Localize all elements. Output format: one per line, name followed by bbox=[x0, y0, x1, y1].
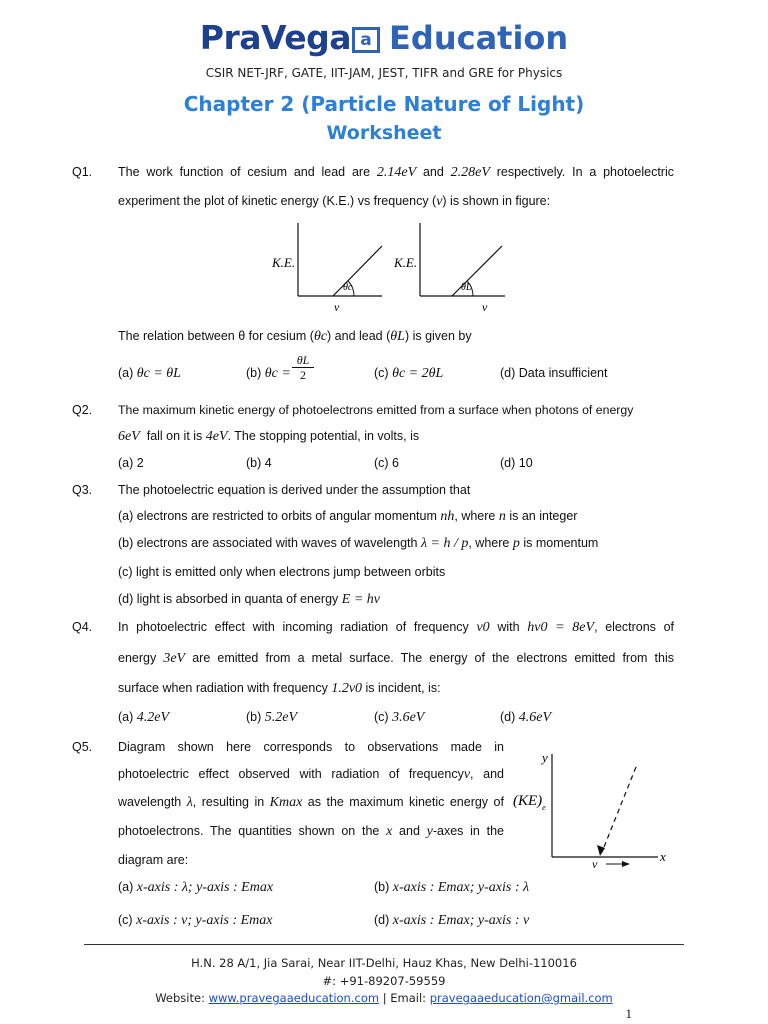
q5-option-a-label: (a) bbox=[118, 880, 134, 894]
q5-y: y bbox=[426, 824, 433, 839]
q1-theta-l: θL bbox=[390, 329, 405, 344]
q5-v: v bbox=[463, 767, 471, 782]
q5-option-c-value: x-axis : v; y-axis : Emax bbox=[136, 913, 273, 928]
q1-option-b-denominator: 2 bbox=[300, 368, 306, 382]
q5-option-d-label: (d) bbox=[374, 913, 390, 927]
brand-education: Education bbox=[389, 19, 569, 57]
worksheet-title: Worksheet bbox=[326, 122, 442, 144]
q5-kmax: Kmax bbox=[269, 795, 303, 810]
q3-option-b-text: is momentum bbox=[523, 536, 599, 550]
footer-email-link[interactable]: pravegaaeducation@gmail.com bbox=[429, 991, 613, 1005]
q5-text: wavelength bbox=[118, 795, 182, 809]
q4-text: , electrons of bbox=[594, 620, 674, 634]
q1-text: ) is given by bbox=[404, 329, 472, 343]
q5-fig-v-label: v bbox=[592, 857, 598, 870]
q5-line2 bbox=[118, 766, 504, 783]
q2-line1: The maximum kinetic energy of photoelectrons emitted from a surface when photons of energy bbox=[118, 403, 634, 417]
q2-option-d[interactable]: (d) 10 bbox=[500, 456, 533, 470]
q1-relation bbox=[118, 328, 674, 345]
q3-option-a[interactable] bbox=[118, 508, 674, 525]
q4-option-a-label: (a) bbox=[118, 710, 134, 724]
q5-option-a-value: x-axis : λ; y-axis : Emax bbox=[136, 880, 274, 895]
q4-text: with bbox=[497, 620, 520, 634]
q4-text: In photoelectric effect with incoming radiation of frequency bbox=[118, 620, 469, 634]
footer-website-label: Website: bbox=[155, 991, 205, 1005]
q2-option-a[interactable]: (a) 2 bbox=[118, 456, 144, 470]
q1-text: ) and lead ( bbox=[327, 329, 391, 343]
tagline: CSIR NET-JRF, GATE, IIT-JAM, JEST, TIFR and GRE for Physics bbox=[205, 66, 563, 80]
q5-text: photoelectrons. The quantities shown on the bbox=[118, 824, 380, 838]
q5-option-a[interactable] bbox=[118, 880, 273, 896]
q2-photon-energy: 6eV bbox=[118, 429, 140, 444]
q1-fig-theta-c: θc bbox=[343, 282, 353, 293]
q5-x: x bbox=[386, 824, 393, 839]
q5-option-c[interactable] bbox=[118, 913, 273, 929]
q5-text: , resulting in bbox=[192, 795, 265, 809]
chapter-title: Chapter 2 (Particle Nature of Light) bbox=[183, 92, 585, 116]
q1-option-a-label: (a) bbox=[118, 366, 134, 380]
q5-line1: Diagram shown here corresponds to observations made in bbox=[118, 740, 504, 754]
q4-option-c[interactable] bbox=[374, 710, 424, 726]
footer-divider bbox=[84, 944, 684, 945]
q4-option-d[interactable] bbox=[500, 710, 551, 726]
q4-hv0: hv0 = 8eV bbox=[527, 620, 595, 635]
q5-fig-ke: (KE) bbox=[513, 793, 543, 809]
q1-option-c-value: θc = 2θL bbox=[392, 366, 444, 381]
brand-box-letter: a bbox=[352, 27, 380, 53]
q1-text: ) is shown in figure: bbox=[442, 194, 551, 208]
q3-option-a-nh: nh bbox=[440, 509, 455, 524]
q5-number: Q5. bbox=[72, 740, 93, 754]
q4-text: are emitted from a metal surface. The energy of the electrons emitted from this bbox=[192, 651, 675, 665]
q4-option-d-label: (d) bbox=[500, 710, 516, 724]
q2-option-c[interactable]: (c) 6 bbox=[374, 456, 399, 470]
q3-option-b[interactable] bbox=[118, 535, 674, 552]
q4-option-a-value: 4.2eV bbox=[136, 710, 170, 725]
q5-option-d-value: x-axis : Emax; y-axis : v bbox=[392, 913, 530, 928]
q5-option-b-value: x-axis : Emax; y-axis : λ bbox=[392, 880, 530, 895]
q4-line3 bbox=[118, 680, 674, 697]
q1-fig-ke-label-left: K.E. bbox=[272, 255, 296, 270]
q3-option-d-text: (d) light is absorbed in quanta of energy bbox=[118, 592, 339, 606]
q2-text: fall on it is bbox=[146, 429, 203, 443]
q3-option-d[interactable] bbox=[118, 591, 674, 608]
q1-nu: v bbox=[436, 194, 443, 209]
q5-fig-y-label: y bbox=[542, 750, 548, 765]
footer-phone: #: +91-89207-59559 bbox=[322, 974, 446, 988]
q4-text: is incident, is: bbox=[365, 681, 441, 695]
q1-line1 bbox=[118, 164, 674, 181]
q1-lead-work-function: 2.28eV bbox=[450, 165, 490, 180]
footer-address: H.N. 28 A/1, Jia Sarai, Near IIT-Delhi, Hauz Khas, New Delhi-110016 bbox=[191, 956, 577, 970]
q5-text: , and bbox=[470, 767, 504, 781]
brand-logo bbox=[0, 18, 768, 57]
q1-option-c-label: (c) bbox=[374, 366, 389, 380]
q1-text: The work function of cesium and lead are bbox=[118, 165, 371, 179]
q1-option-b[interactable] bbox=[246, 366, 291, 382]
page-number: 1 bbox=[625, 1006, 632, 1021]
q5-diagram bbox=[508, 742, 678, 870]
q3-number: Q3. bbox=[72, 483, 93, 497]
q1-number: Q1. bbox=[72, 165, 93, 179]
q3-option-a-text: , where bbox=[454, 509, 496, 523]
q4-3ev: 3eV bbox=[163, 651, 186, 666]
q1-text: The relation between θ for cesium ( bbox=[118, 329, 314, 343]
q1-fig-theta-l: θL bbox=[461, 282, 472, 293]
q5-line5: diagram are: bbox=[118, 853, 189, 867]
q1-fig-ke-label-right: K.E. bbox=[394, 255, 418, 270]
q5-text: as the maximum kinetic energy of bbox=[307, 795, 504, 809]
q3-option-b-text: , where bbox=[468, 536, 510, 550]
q5-fig-x-label: x bbox=[660, 849, 666, 864]
q4-text: energy bbox=[118, 651, 157, 665]
brand-name-part1: Pra bbox=[199, 18, 262, 57]
q4-option-d-value: 4.6eV bbox=[518, 710, 552, 725]
q4-text: surface when radiation with frequency bbox=[118, 681, 328, 695]
q3-line1: The photoelectric equation is derived under the assumption that bbox=[118, 483, 471, 497]
q3-option-b-formula: λ = h / p bbox=[420, 536, 469, 551]
q4-option-c-label: (c) bbox=[374, 710, 389, 724]
q5-line4 bbox=[118, 823, 504, 840]
q5-option-c-label: (c) bbox=[118, 913, 133, 927]
q1-option-b-lhs: θc = bbox=[264, 366, 291, 381]
q4-1-2v0: 1.2v0 bbox=[331, 681, 363, 696]
brand-name-part2: Vega bbox=[261, 18, 352, 57]
q1-text: and bbox=[422, 165, 444, 179]
q3-option-a-n: n bbox=[498, 509, 506, 524]
q2-max-ke: 4eV bbox=[205, 429, 228, 444]
q2-number: Q2. bbox=[72, 403, 93, 417]
q3-option-c[interactable]: (c) light is emitted only when electrons jump between orbits bbox=[118, 565, 446, 579]
q4-line2 bbox=[118, 650, 674, 667]
q5-lambda: λ bbox=[186, 795, 193, 810]
q1-option-b-fraction bbox=[292, 353, 314, 382]
q1-text: experiment the plot of kinetic energy (K.E.) vs frequency ( bbox=[118, 194, 437, 208]
q1-option-d[interactable]: (d) Data insufficient bbox=[500, 366, 608, 380]
q5-text: -axes in the bbox=[432, 824, 504, 838]
q2-text: . The stopping potential, in volts, is bbox=[227, 429, 420, 443]
q4-option-b-label: (b) bbox=[246, 710, 262, 724]
footer-website-link[interactable]: www.pravegaaeducation.com bbox=[208, 991, 380, 1005]
q1-text: respectively. In a photoelectric bbox=[496, 165, 674, 179]
q1-option-b-label: (b) bbox=[246, 366, 262, 380]
q4-number: Q4. bbox=[72, 620, 93, 634]
q1-theta-c: θc bbox=[313, 329, 328, 344]
q1-option-a[interactable] bbox=[118, 366, 181, 382]
q1-option-c[interactable] bbox=[374, 366, 443, 382]
q4-option-a[interactable] bbox=[118, 710, 169, 726]
q5-fig-ke-label bbox=[513, 793, 546, 812]
q5-fig-ke-sub: e bbox=[542, 803, 546, 812]
footer-email-label: | Email: bbox=[382, 991, 427, 1005]
q5-text: and bbox=[399, 824, 420, 838]
q2-line2 bbox=[118, 428, 674, 445]
footer-contact bbox=[0, 991, 768, 1005]
q4-line1 bbox=[118, 619, 674, 636]
q5-line3 bbox=[118, 794, 504, 811]
q1-line2 bbox=[118, 193, 674, 210]
q3-option-a-text: is an integer bbox=[509, 509, 578, 523]
q3-option-a-text: (a) electrons are restricted to orbits of angular momentum bbox=[118, 509, 437, 523]
q2-option-b[interactable]: (b) 4 bbox=[246, 456, 272, 470]
q5-option-b-label: (b) bbox=[374, 880, 390, 894]
q3-option-d-formula: E = hv bbox=[341, 592, 380, 607]
q1-fig-v-right: v bbox=[482, 300, 488, 314]
q4-option-c-value: 3.6eV bbox=[392, 710, 425, 725]
q1-option-b-numerator: θL bbox=[292, 353, 314, 368]
q4-option-b-value: 5.2eV bbox=[264, 710, 298, 725]
q3-option-b-text: (b) electrons are associated with waves of wavelength bbox=[118, 536, 418, 550]
q4-option-b[interactable] bbox=[246, 710, 297, 726]
q3-option-b-p: p bbox=[512, 536, 520, 551]
q5-option-d[interactable] bbox=[374, 913, 529, 929]
q4-v0: v0 bbox=[476, 620, 490, 635]
q5-option-b[interactable] bbox=[374, 880, 529, 896]
q1-option-a-value: θc = θL bbox=[136, 366, 181, 381]
q1-fig-v-left: v bbox=[334, 300, 340, 314]
q1-ke-vs-frequency-figure bbox=[250, 218, 530, 318]
q1-cesium-work-function: 2.14eV bbox=[376, 165, 417, 180]
q5-text: photoelectric effect observed with radiation of frequency bbox=[118, 767, 464, 781]
